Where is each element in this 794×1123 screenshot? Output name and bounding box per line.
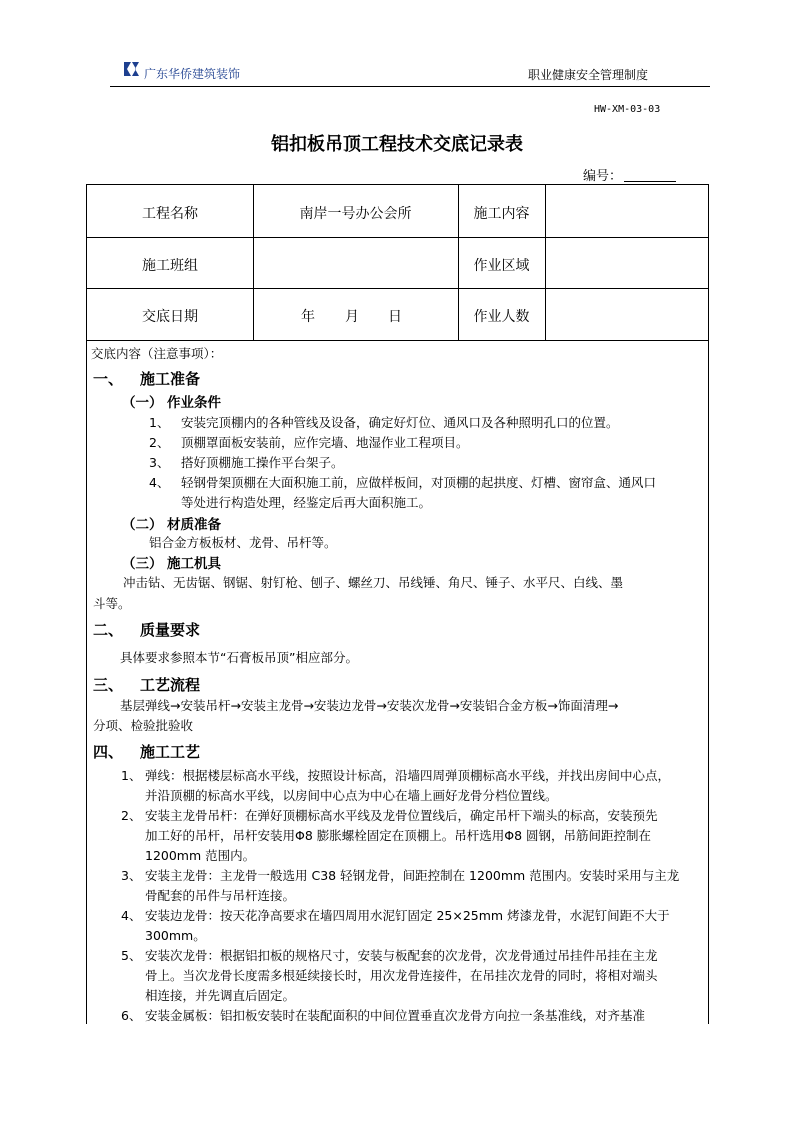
list-item-number: 2、	[149, 435, 170, 450]
system-name: 职业健康安全管理制度	[527, 68, 648, 82]
row-divider	[87, 237, 708, 238]
sub-b-number: （二）	[122, 517, 163, 533]
sub-a-title: 作业条件	[167, 395, 221, 411]
step-text: 相连接，并先调直后固定。	[145, 988, 296, 1003]
step-text: 骨配套的吊件与吊杆连接。	[145, 888, 296, 903]
page-title: 铝扣板吊顶工程技术交底记录表	[271, 134, 523, 155]
content-label: 交底内容（注意事项）：	[91, 346, 223, 361]
disclosure-form	[86, 184, 709, 1024]
step-text: 弹线：根据楼层标高水平线，按照设计标高，沿墙四周弹顶棚标高水平线，并找出房间中心点，	[145, 768, 671, 783]
project-name-label: 工程名称	[142, 206, 198, 222]
date-label: 交底日期	[142, 309, 198, 325]
project-name-value: 南岸一号办公会所	[299, 206, 412, 222]
tools-text: 冲击钻、无齿锯、钢锯、射钉枪、刨子、螺丝刀、吊线锤、角尺、锤子、水平尺、白线、墨	[123, 575, 624, 590]
row-divider	[87, 340, 708, 341]
team-label: 施工班组	[142, 258, 198, 274]
list-item-text: 搭好顶棚施工操作平台架子。	[181, 455, 344, 470]
section-2-title: 质量要求	[140, 621, 201, 639]
section-3-number: 三、	[93, 676, 124, 694]
step-number: 2、	[121, 808, 142, 823]
list-item-text: 轻钢骨架顶棚在大面积施工前，应做样板间，对顶棚的起拱度、灯槽、窗帘盒、通风口	[181, 475, 657, 490]
row-divider	[87, 288, 708, 289]
step-number: 6、	[121, 1008, 142, 1023]
work-area-label: 作业区域	[473, 258, 530, 274]
list-item-text: 顶棚罩面板安装前，应作完墙、地湿作业工程项目。	[181, 435, 469, 450]
section-1-title: 施工准备	[140, 370, 201, 388]
step-text: 安装边龙骨：按天花净高要求在墙四周用水泥钉固定 25×25mm 烤漆龙骨，水泥钉间距不大于	[145, 908, 670, 923]
step-text: 并沿顶棚的标高水平线，以房间中心点为中心在墙上画好龙骨分档位置线。	[145, 788, 558, 803]
step-text: 300mm。	[145, 928, 206, 943]
date-month: 月	[345, 309, 359, 325]
process-text: 基层弹线→安装吊杆→安装主龙骨→安装边龙骨→安装次龙骨→安装铝合金方板→饰面清理→	[120, 698, 619, 713]
step-text: 安装主龙骨：主龙骨一般选用 C38 轻钢龙骨，间距控制在 1200mm 范围内。安装时采用与主龙	[145, 868, 680, 883]
materials-text: 铝合金方板板材、龙骨、吊杆等。	[149, 535, 337, 550]
section-4-number: 四、	[93, 743, 124, 761]
date-year: 年	[301, 309, 315, 325]
headcount-label: 作业人数	[473, 309, 530, 325]
date-day: 日	[388, 309, 402, 325]
list-item-number: 1、	[149, 415, 170, 430]
page-header	[110, 58, 710, 87]
step-text: 骨上。当次龙骨长度需多根延续接长时，用次龙骨连接件，在吊挂次龙骨的同时，将相对端头	[145, 968, 658, 983]
step-number: 5、	[121, 948, 142, 963]
step-text: 1200mm 范围内。	[145, 848, 256, 863]
sub-c-title: 施工机具	[167, 556, 221, 572]
company-logo-icon	[122, 60, 144, 78]
process-text: 分项、检验批验收	[93, 718, 194, 733]
number-blank-line	[624, 181, 676, 182]
company-name: 广东华侨建筑装饰	[144, 67, 241, 81]
list-item-number: 4、	[149, 475, 170, 490]
number-label: 编号：	[583, 169, 623, 184]
list-item-text: 安装完顶棚内的各种管线及设备，确定好灯位、通风口及各种照明孔口的位置。	[181, 415, 619, 430]
step-text: 安装次龙骨：根据铝扣板的规格尺寸，安装与板配套的次龙骨，次龙骨通过吊挂件吊挂在主龙	[145, 948, 658, 963]
quality-text: 具体要求参照本节“石膏板吊顶”相应部分。	[120, 650, 358, 665]
step-text: 安装金属板：铝扣板安装时在装配面积的中间位置垂直次龙骨方向拉一条基准线，对齐基准	[145, 1008, 646, 1023]
section-1-number: 一、	[93, 370, 124, 388]
sub-a-number: （一）	[122, 395, 163, 411]
work-content-label: 施工内容	[473, 206, 530, 222]
step-text: 安装主龙骨吊杆：在弹好顶棚标高水平线及龙骨位置线后，确定吊杆下端头的标高，安装预先	[145, 808, 658, 823]
document-number: HW-XM-03-03	[594, 104, 661, 115]
sub-c-number: （三）	[122, 556, 163, 572]
sub-b-title: 材质准备	[167, 517, 221, 533]
section-3-title: 工艺流程	[140, 676, 201, 694]
list-item-number: 3、	[149, 455, 170, 470]
list-item-text: 等处进行构造处理，经鉴定后再大面积施工。	[181, 495, 432, 510]
section-2-number: 二、	[93, 621, 124, 639]
tools-text: 斗等。	[93, 596, 131, 611]
step-text: 加工好的吊杆，吊杆安装用Φ8 膨胀螺栓固定在顶棚上。吊杆选用Φ8 圆钢，吊筋间距控制在	[145, 828, 652, 843]
step-number: 3、	[121, 868, 142, 883]
column-divider	[545, 185, 546, 340]
step-number: 4、	[121, 908, 142, 923]
section-4-title: 施工工艺	[140, 743, 201, 761]
step-number: 1、	[121, 768, 142, 783]
